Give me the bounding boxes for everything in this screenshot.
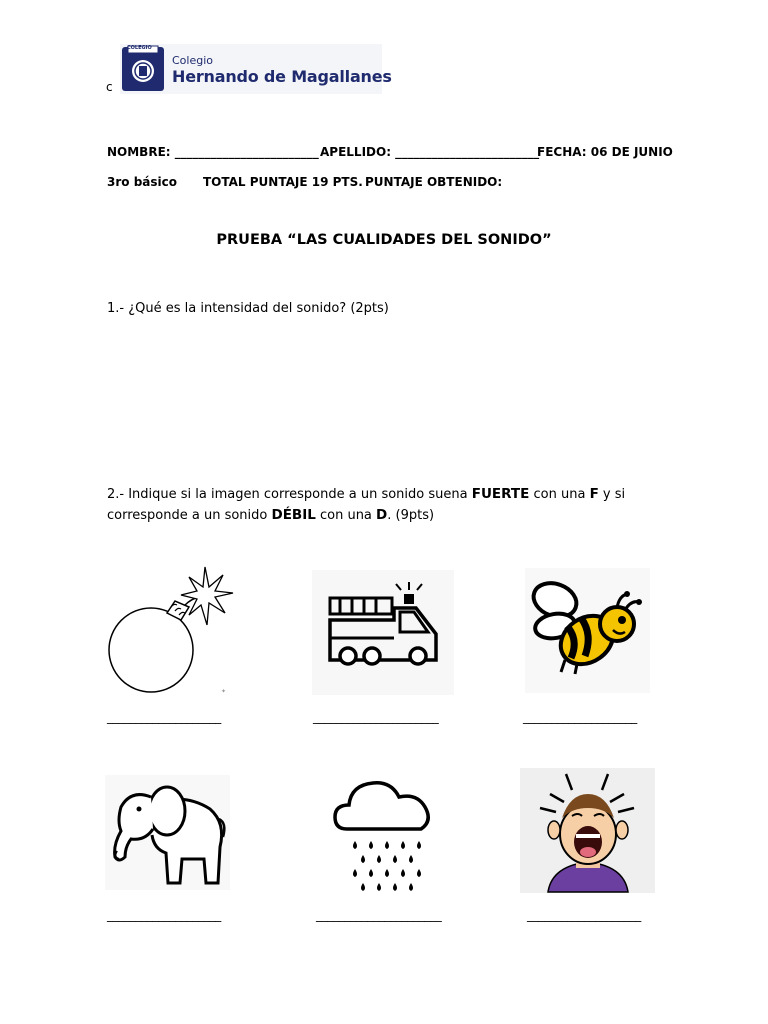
screaming-child-icon — [520, 768, 655, 893]
nombre-field: NOMBRE: ________________________ — [107, 145, 319, 159]
question-2-bold-f: F — [589, 486, 599, 502]
svg-text:✦: ✦ — [221, 688, 227, 695]
question-2-bold-debil: DÉBIL — [271, 507, 316, 523]
bee-icon — [525, 568, 650, 693]
bee-image — [525, 568, 650, 693]
answer-line-1[interactable]: ____________________ — [107, 710, 222, 724]
answer-line-4[interactable]: ____________________ — [107, 908, 222, 922]
answer-line-5[interactable]: ______________________ — [316, 908, 442, 922]
question-1: 1.- ¿Qué es la intensidad del sonido? (2pts) — [107, 301, 389, 316]
question-2-bold-fuerte: FUERTE — [471, 486, 530, 502]
logo-text — [172, 54, 392, 87]
stray-character: c — [106, 80, 113, 94]
page-title: PRUEBA “LAS CUALIDADES DEL SONIDO” — [216, 232, 552, 248]
fecha-field: FECHA: 06 DE JUNIO — [537, 145, 673, 159]
bomb-icon — [105, 565, 235, 695]
obtained-score-label: PUNTAJE OBTENIDO: — [365, 175, 503, 189]
grade-label: 3ro básico — [107, 175, 177, 189]
total-score-label: TOTAL PUNTAJE 19 PTS. — [203, 175, 363, 189]
question-2-text: con una — [315, 508, 377, 523]
rain-cloud-icon — [333, 775, 438, 895]
logo-line-school-name: Hernando de Magallanes — [172, 67, 392, 86]
question-2-text: y si corresponde a un sonido — [107, 487, 626, 523]
fire-truck-icon — [312, 570, 454, 695]
elephant-icon — [105, 775, 230, 890]
bomb-image — [105, 565, 235, 695]
screaming-child-image — [520, 768, 655, 893]
answer-line-3[interactable]: ____________________ — [523, 710, 638, 724]
question-2-text: con una — [529, 487, 590, 502]
question-2-bold-d: D — [376, 507, 388, 523]
question-2-text: . (9pts) — [387, 508, 435, 523]
fire-truck-image — [312, 570, 454, 695]
apellido-field: APELLIDO: ________________________ — [320, 145, 540, 159]
logo-line-colegio: Colegio — [172, 54, 214, 67]
answer-line-6[interactable]: ____________________ — [527, 908, 642, 922]
rain-image — [333, 775, 438, 895]
elephant-image — [105, 775, 230, 890]
question-2-text: 2.- Indique si la imagen corresponde a un sonido suena — [107, 487, 472, 502]
question-2 — [107, 484, 667, 526]
logo-badge-text: COLEGIO — [127, 45, 152, 51]
answer-line-2[interactable]: ______________________ — [313, 710, 439, 724]
